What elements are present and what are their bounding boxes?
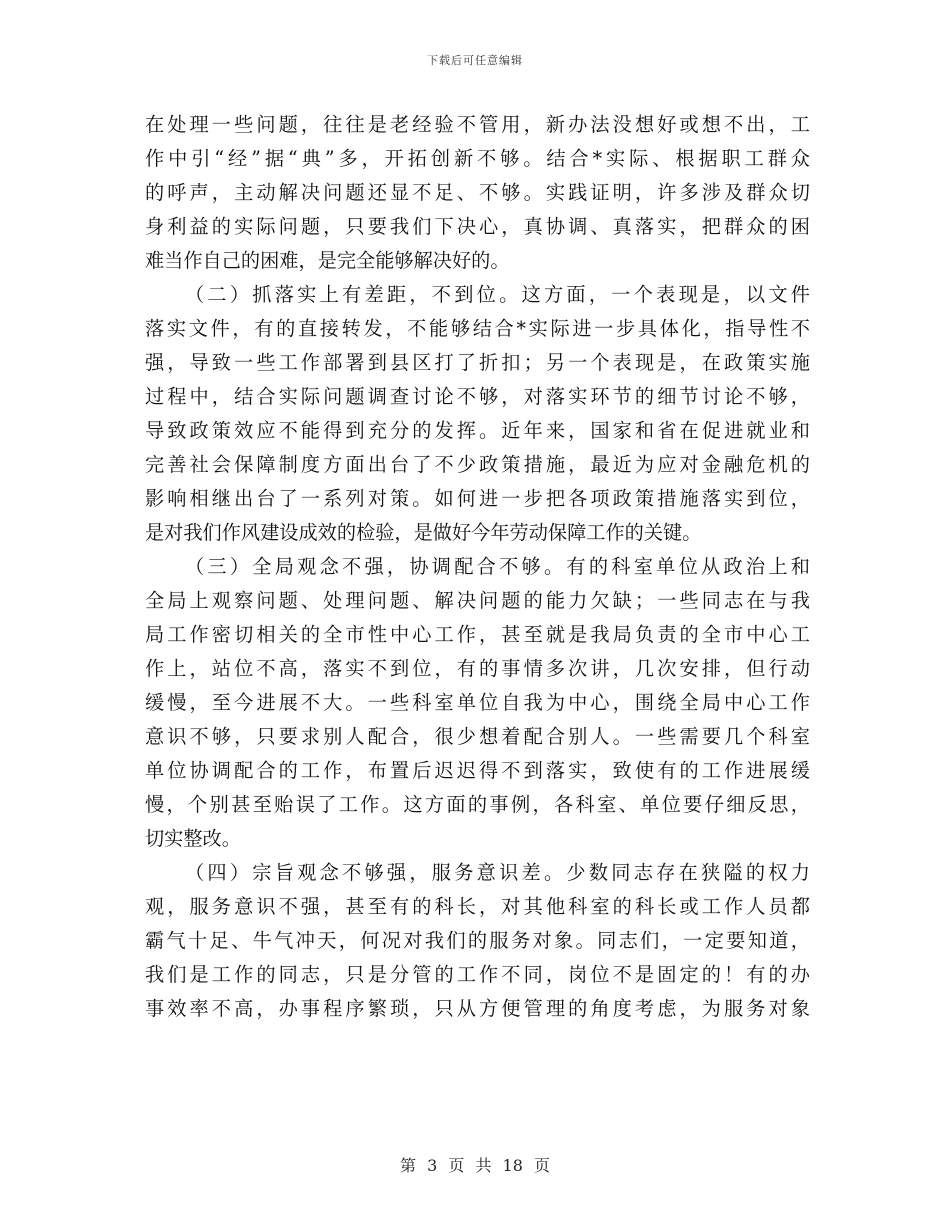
text-line: 观，服务意识不强，甚至有的科长，对其他科室的科长或工作人员都 — [145, 895, 810, 918]
text-line: 缓慢，至今进展不大。一些科室单位自我为中心，围绕全局中心工作 — [145, 691, 810, 714]
text-line: 霸气十足、牛气冲天，何况对我们的服务对象。同志们，一定要知道， — [145, 929, 810, 952]
text-line: 在处理一些问题，往往是老经验不管用，新办法没想好或想不出，工 — [145, 113, 810, 136]
text-line: 过程中，结合实际问题调查讨论不够，对落实环节的细节讨论不够， — [145, 385, 810, 408]
text-line: （三）全局观念不强，协调配合不够。有的科室单位从政治上和 — [185, 555, 810, 578]
text-line: 切实整改。 — [145, 827, 241, 850]
page-number-footer: 第 3 页 共 18 页 — [400, 1156, 550, 1175]
text-line: 导致政策效应不能得到充分的发挥。近年来，国家和省在促进就业和 — [145, 419, 810, 442]
text-line: 身利益的实际问题，只要我们下决心，真协调、真落实，把群众的困 — [145, 215, 810, 238]
text-line: 的呼声，主动解决问题还显不足、不够。实践证明，许多涉及群众切 — [145, 181, 810, 204]
text-line: （二）抓落实上有差距，不到位。这方面，一个表现是，以文件 — [185, 283, 810, 306]
text-line: 全局上观察问题、处理问题、解决问题的能力欠缺；一些同志在与我 — [145, 589, 810, 612]
text-line: （四）宗旨观念不够强，服务意识差。少数同志存在狭隘的权力 — [185, 861, 810, 884]
text-line: 作上，站位不高，落实不到位，有的事情多次讲，几次安排，但行动 — [145, 657, 810, 680]
text-line: 意识不够，只要求别人配合，很少想着配合别人。一些需要几个科室 — [145, 725, 810, 748]
text-line: 强，导致一些工作部署到县区打了折扣；另一个表现是，在政策实施 — [145, 351, 810, 374]
text-line: 影响相继出台了一系列对策。如何进一步把各项政策措施落实到位， — [145, 487, 810, 510]
text-line: 局工作密切相关的全市性中心工作，甚至就是我局负责的全市中心工 — [145, 623, 810, 646]
text-line: 完善社会保障制度方面出台了不少政策措施，最近为应对金融危机的 — [145, 453, 810, 476]
text-line: 落实文件，有的直接转发，不能够结合*实际进一步具体化，指导性不 — [145, 317, 810, 340]
text-line: 难当作自己的困难，是完全能够解决好的。 — [145, 249, 510, 272]
text-line: 作中引“经”据“典”多，开拓创新不够。结合*实际、根据职工群众 — [145, 147, 810, 170]
document-body — [145, 108, 810, 1026]
text-line: 是对我们作风建设成效的检验，是做好今年劳动保障工作的关键。 — [145, 521, 702, 544]
text-line: 单位协调配合的工作，布置后迟迟得不到落实，致使有的工作进展缓 — [145, 759, 810, 782]
page-header: 下载后可任意编辑 — [427, 54, 523, 67]
text-line: 事效率不高，办事程序繁琐，只从方便管理的角度考虑，为服务对象 — [145, 997, 810, 1020]
text-line: 我们是工作的同志，只是分管的工作不同，岗位不是固定的！有的办 — [145, 963, 810, 986]
text-line: 慢，个别甚至贻误了工作。这方面的事例，各科室、单位要仔细反思， — [145, 793, 810, 816]
